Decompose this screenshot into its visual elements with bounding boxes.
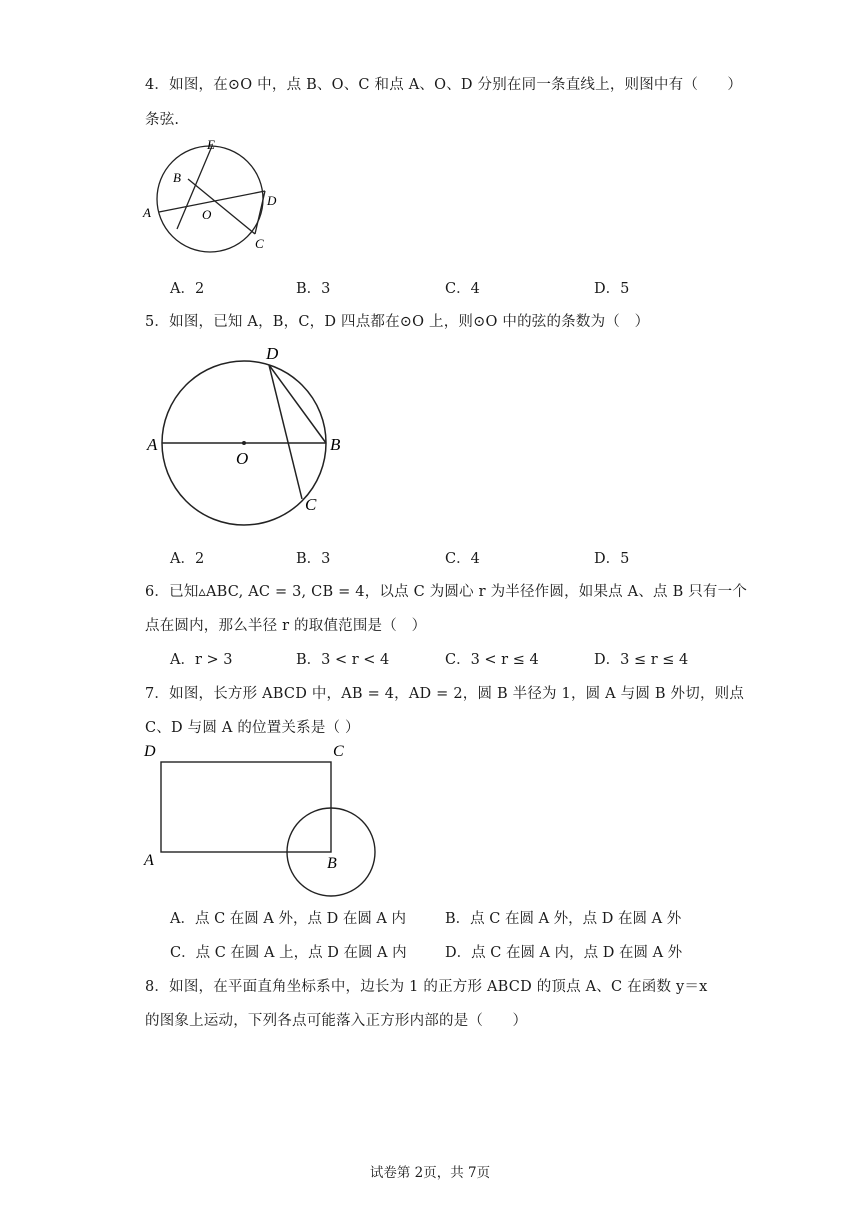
q7-label-b: B xyxy=(327,855,337,872)
q5-figure xyxy=(140,338,360,528)
q7-stem-line-1: 7．如图，长方形 ABCD 中，AB = 4，AD = 2，圆 B 半径为 1，圆 A 与圆 B 外切，则点 xyxy=(145,686,745,702)
q5-label-b: B xyxy=(330,435,341,454)
q7-option-c: C．点 C 在圆 A 上，点 D 在圆 A 内 xyxy=(170,945,407,961)
q4-stem-line-1: 4．如图，在⊙O 中，点 B、O、C 和点 A、O、D 分别在同一条直线上，则图中有（ ） xyxy=(145,77,743,93)
q5-label-c: C xyxy=(305,495,317,514)
page-footer: 试卷第 2页，共 7页 xyxy=(369,1165,491,1181)
q4-option-a: A．2 xyxy=(170,281,205,297)
q5-stem-line-1: 5．如图，已知 A，B，C，D 四点都在⊙O 上，则⊙O 中的弦的条数为（ ） xyxy=(145,314,650,330)
q7-label-c: C xyxy=(333,743,344,760)
q4-label-e: E xyxy=(207,137,215,152)
q5-center-point xyxy=(242,441,246,445)
q4-circle xyxy=(157,146,263,252)
q5-chord-db xyxy=(269,365,326,443)
q7-option-a: A．点 C 在圆 A 外，点 D 在圆 A 内 xyxy=(170,911,407,927)
q4-label-c: C xyxy=(255,236,264,251)
q6-option-d: D．3 ≤ r ≤ 4 xyxy=(594,652,689,668)
q4-figure xyxy=(140,132,290,257)
q7-option-d: D．点 C 在圆 A 内，点 D 在圆 A 外 xyxy=(445,945,683,961)
q6-option-b: B．3 < r < 4 xyxy=(296,652,390,668)
q6-stem-line-2: 点在圆内，那么半径 r 的取值范围是（ ） xyxy=(145,618,427,634)
q5-chord-dc xyxy=(269,365,302,499)
q4-option-b: B．3 xyxy=(296,281,331,297)
q4-stem-line-2: 条弦. xyxy=(145,112,180,128)
q4-label-o: O xyxy=(202,207,212,222)
q6-option-a: A．r > 3 xyxy=(170,652,233,668)
q7-label-d: D xyxy=(144,743,156,760)
q4-chord-bc xyxy=(188,179,255,234)
q5-option-c: C．4 xyxy=(445,551,480,567)
q5-option-b: B．3 xyxy=(296,551,331,567)
q7-rectangle xyxy=(161,762,331,852)
q8-stem-line-1: 8．如图，在平面直角坐标系中，边长为 1 的正方形 ABCD 的顶点 A、C 在函数 y＝x xyxy=(145,979,708,995)
q4-label-b: B xyxy=(173,170,181,185)
q7-figure xyxy=(140,738,380,900)
q4-option-c: C．4 xyxy=(445,281,480,297)
q5-label-d: D xyxy=(266,344,279,363)
q7-option-b: B．点 C 在圆 A 外，点 D 在圆 A 外 xyxy=(445,911,682,927)
q4-chord-ad xyxy=(159,191,265,212)
q4-option-d: D．5 xyxy=(594,281,630,297)
q7-label-a: A xyxy=(144,852,154,869)
q6-stem-line-1: 6．已知▵ABC, AC = 3, CB = 4，以点 C 为圆心 r 为半径作圆，如果点 A、点 B 只有一个 xyxy=(145,584,748,600)
q5-option-a: A．2 xyxy=(170,551,205,567)
q5-label-a: A xyxy=(147,435,158,454)
q7-stem-line-2: C、D 与圆 A 的位置关系是（ ） xyxy=(145,720,360,736)
q4-label-a: A xyxy=(143,205,151,220)
q5-label-o: O xyxy=(236,449,249,468)
q8-stem-line-2: 的图象上运动，下列各点可能落入正方形内部的是（ ） xyxy=(145,1013,528,1029)
q4-chord-dc xyxy=(255,191,265,234)
q5-option-d: D．5 xyxy=(594,551,630,567)
q6-option-c: C．3 < r ≤ 4 xyxy=(445,652,539,668)
q4-label-d: D xyxy=(267,193,277,208)
